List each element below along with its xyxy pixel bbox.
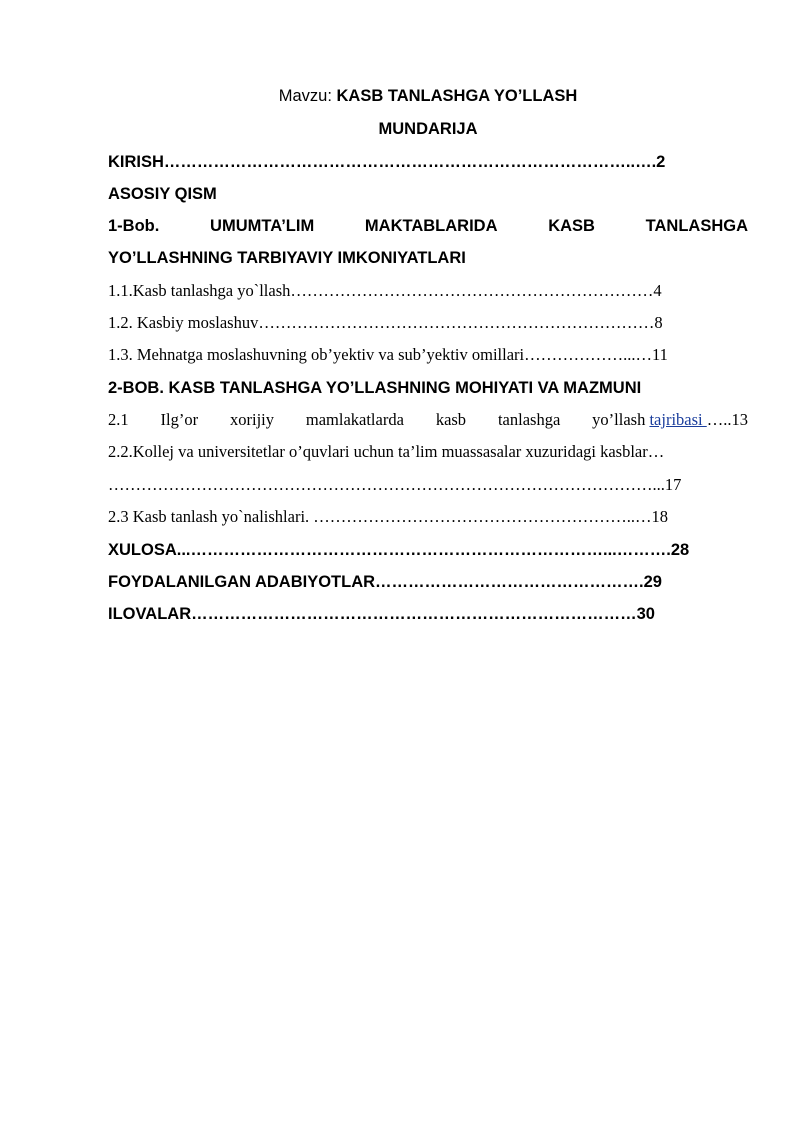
toc-item-2-2-line2: ………………………………………………………………………………………...17 — [108, 475, 682, 494]
bob1-word: UMUMTA’LIM — [210, 217, 315, 235]
toc-foydalanilgan: FOYDALANILGAN ADABIYOTLAR………………………………………….29 — [108, 573, 662, 591]
topic-prefix: Mavzu: — [278, 87, 337, 105]
item-2-1-tail — [592, 410, 748, 430]
toc-item-2-3: 2.3 Kasb tanlash yo`nalishlari. …………………………………………………..…18 — [108, 507, 669, 526]
toc-item-1-1: 1.1.Kasb tanlashga yo`llash…………………………………………………………4 — [108, 281, 662, 300]
bob1-word: MAKTABLARIDA — [364, 217, 498, 235]
item-2-1-word: 2.1 — [108, 410, 129, 429]
toc-asosiy-qism: ASOSIY QISM — [108, 185, 217, 203]
item-2-1-word: mamlakatlarda — [305, 410, 404, 429]
item-2-1-word: kasb — [435, 410, 467, 429]
toc-item-1-2: 1.2. Kasbiy moslashuv………………………………………………………………8 — [108, 313, 663, 332]
toc-bob1-line2: YO’LLASHNING TARBIYAVIY IMKONIYATLARI — [108, 249, 466, 267]
toc-bob1-line1 — [108, 216, 748, 236]
item-2-1-page: …..13 — [706, 410, 748, 429]
toc-ilovalar: ILOVALAR………………………………………………………………………30 — [108, 605, 655, 623]
item-2-1-word: tanlashga — [497, 410, 561, 429]
tajribasi-link[interactable]: tajribasi — [649, 410, 707, 429]
contents-heading: MUNDARIJA — [378, 120, 478, 138]
toc-kirish: KIRISH…………………………………………………………………………..….2 — [108, 153, 666, 171]
toc-bob2: 2-BOB. KASB TANLASHGA YO’LLASHNING MOHIYATI VA MAZMUNI — [108, 379, 642, 397]
toc-item-2-1 — [108, 410, 748, 430]
toc-item-2-2-line1: 2.2.Kollej va universitetlar o’quvlari uchun ta’lim muassasalar xuzuridagi kasblar… — [108, 442, 665, 461]
topic-line — [108, 86, 748, 106]
bob1-word: TANLASHGA — [645, 217, 748, 235]
toc-xulosa: XULOSA...…………………………………………………………………...……….28 — [108, 541, 690, 559]
bob1-word: KASB — [548, 217, 595, 235]
item-2-1-word: Ilg’or — [160, 410, 199, 429]
toc-item-1-3: 1.3. Mehnatga moslashuvning ob’yektiv va sub’yektiv omillari………………...…11 — [108, 345, 668, 364]
item-2-1-tail-text: yo’llash — [592, 410, 650, 429]
item-2-1-word: xorijiy — [229, 410, 274, 429]
bob1-word: 1-Bob. — [108, 217, 160, 235]
topic-title: KASB TANLASHGA YO’LLASH — [336, 87, 578, 105]
